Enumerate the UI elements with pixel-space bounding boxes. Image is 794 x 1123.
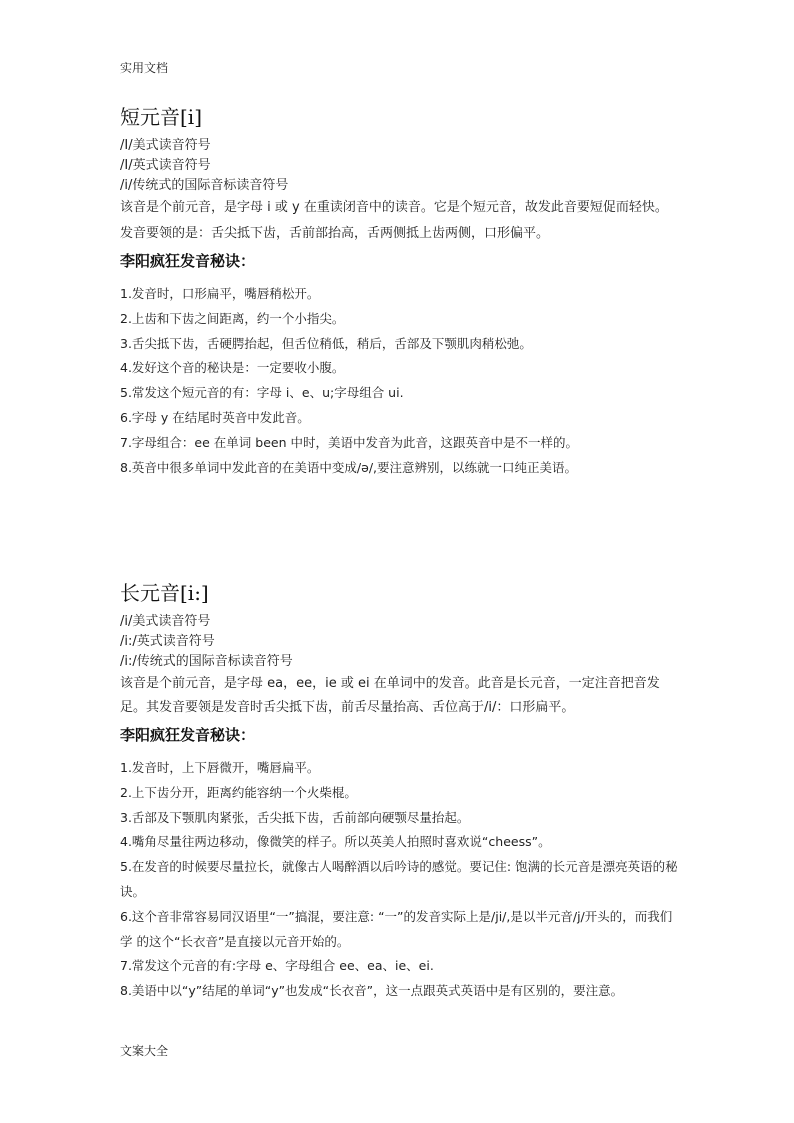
section-title: 短元音[i] xyxy=(120,105,203,129)
tips-list xyxy=(120,756,680,1004)
list-item: 3.舌部及下颚肌肉紧张，舌尖抵下齿，舌前部向硬颚尽量抬起。 xyxy=(120,809,470,825)
description-paragraph: 该音是个前元音，是字母 ea，ee，ie 或 ei 在单词中的发音。此音是长元音，一定注音把音发足。其发音要领是发音时舌尖抵下齿，前舌尽量抬高、舌位高于/i/：口形扁平。 xyxy=(120,676,660,715)
list-item: 5.在发音的时候要尽量拉长，就像古人喝醉酒以后吟诗的感觉。要记住: 饱满的长元音是漂亮英语的秘诀。 xyxy=(120,859,678,899)
list-item: 4.嘴角尽量往两边移动，像微笑的样子。所以英美人拍照时喜欢说“cheess”。 xyxy=(120,834,551,850)
list-item: 2.上下齿分开，距离约能容纳一个火柴棍。 xyxy=(120,784,357,800)
section-short-vowel xyxy=(120,104,680,480)
symbol-line: /i/传统式的国际音标读音符号 xyxy=(120,178,289,193)
list-item: 1.发音时，口形扁平，嘴唇稍松开。 xyxy=(120,286,320,301)
tips-list xyxy=(120,282,680,480)
list-item: 7.字母组合：ee 在单词 been 中时，美语中发音为此音，这跟英音中是不一样的。 xyxy=(120,434,578,450)
tips-subtitle: 李阳疯狂发音秘诀： xyxy=(120,726,256,744)
list-item: 8.美语中以“y”结尾的单词“y”也发成“长衣音”，这一点跟英式英语中是有区别的，要注意。 xyxy=(120,983,624,999)
page-footer: 文案大全 xyxy=(120,1044,169,1058)
section-long-vowel xyxy=(120,580,680,1004)
symbol-line: /i:/英式读音符号 xyxy=(120,634,215,649)
tips-subtitle: 李阳疯狂发音秘诀： xyxy=(120,252,256,270)
list-item: 3.舌尖抵下齿，舌硬腭抬起，但舌位稍低，稍后，舌部及下颚肌肉稍松弛。 xyxy=(120,335,532,351)
symbol-line: /I/美式读音符号 xyxy=(120,138,211,153)
page-header: 实用文档 xyxy=(120,61,169,75)
symbol-line: /I/英式读音符号 xyxy=(120,158,211,173)
list-item: 2.上齿和下齿之间距离，约一个小指尖。 xyxy=(120,310,345,326)
symbol-line: /i:/传统式的国际音标读音符号 xyxy=(120,654,293,669)
list-item: 1.发音时，上下唇微开，嘴唇扁平。 xyxy=(120,760,320,775)
list-item: 8.英音中很多单词中发此音的在美语中变成/ə/,要注意辨别，以练就一口纯正美语。 xyxy=(120,459,578,475)
list-item: 5.常发这个短元音的有：字母 i、e、u;字母组合 ui. xyxy=(120,385,404,401)
symbol-line: /i/美式读音符号 xyxy=(120,614,211,629)
section-title: 长元音[i:] xyxy=(120,581,209,605)
description-paragraph: 发音要领的是：舌尖抵下齿，舌前部抬高，舌两侧抵上齿两侧，口形偏平。 xyxy=(120,226,550,241)
list-item: 6.这个音非常容易同汉语里“一”搞混，要注意: “一”的发音实际上是/ji/,是以半元音/j/开头的，而我们学 的这个“长衣音”是直接以元音开始的。 xyxy=(120,908,673,949)
description-paragraph: 该音是个前元音，是字母 i 或 y 在重读闭音中的读音。它是个短元音，故发此音要短促而轻快。 xyxy=(120,200,668,215)
list-item: 7.常发这个元音的有:字母 e、字母组合 ee、ea、ie、ei. xyxy=(120,958,434,974)
list-item: 4.发好这个音的秘诀是：一定要收小腹。 xyxy=(120,360,345,376)
list-item: 6.字母 y 在结尾时英音中发此音。 xyxy=(120,409,310,425)
